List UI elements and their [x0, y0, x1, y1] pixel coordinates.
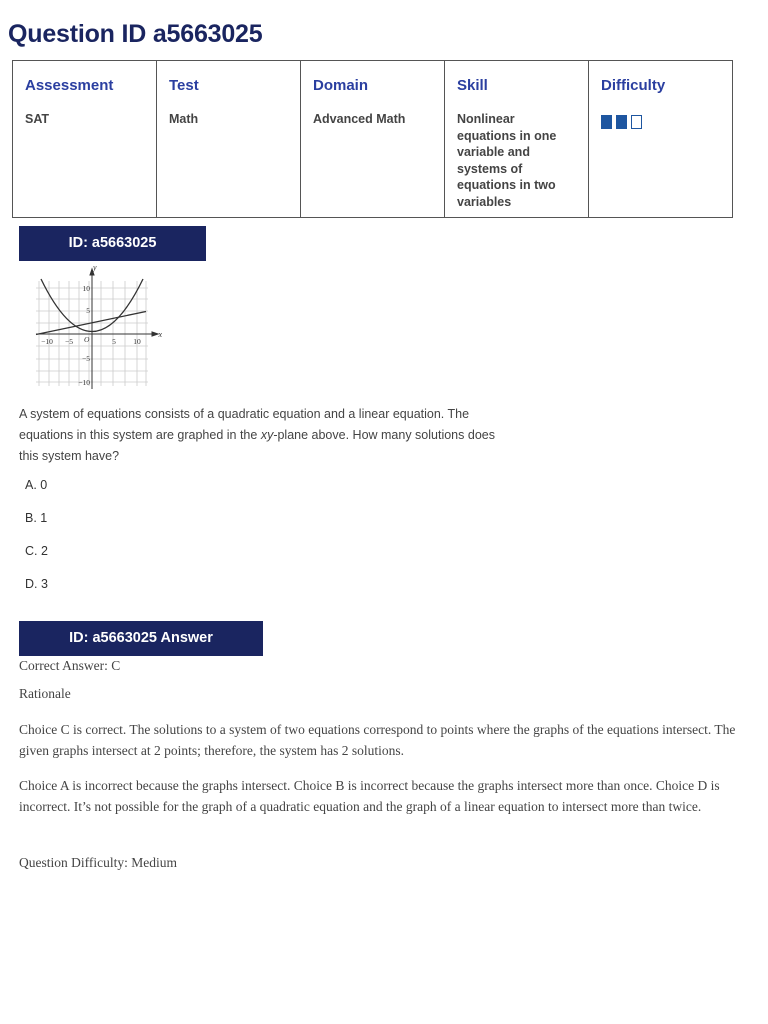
meta-header-difficulty: Difficulty: [601, 77, 666, 94]
meta-header-assessment: Assessment: [25, 77, 114, 94]
y-tick-label: −10: [78, 378, 90, 387]
x-tick-label: −10: [41, 337, 53, 346]
rationale-label: Rationale: [19, 686, 71, 701]
choice-c[interactable]: C. 2: [25, 544, 48, 558]
meta-header-domain: Domain: [313, 77, 369, 94]
meta-value-assessment: SAT: [25, 112, 50, 126]
meta-value-skill: Nonlinear equations in one variable and systems of equations in two variables: [457, 112, 557, 209]
choice-a[interactable]: A. 0: [25, 478, 48, 492]
answer-choices: [25, 475, 48, 607]
system-graph: [26, 262, 164, 392]
y-tick-label: 5: [86, 306, 90, 315]
meta-cell-difficulty: [589, 61, 733, 218]
x-tick-label: 10: [133, 337, 141, 346]
rationale-paragraph: Choice C is correct. The solutions to a system of two equations correspond to points where the graphs of the equations intersect. The given graphs intersect at 2 points; therefore, the system has 2 solutions.: [19, 722, 736, 758]
x-tick-label: −5: [65, 337, 73, 346]
meta-value-test: Math: [169, 112, 199, 126]
meta-header-skill: Skill: [457, 77, 488, 94]
difficulty-box-filled: [616, 115, 627, 129]
y-tick-label: 10: [82, 284, 90, 293]
axis-x-label: x: [158, 330, 162, 339]
question-text-part: A system of equations consists of a quadratic equation and a linear equation. The equations in this system are graphed in the: [19, 407, 470, 442]
meta-value-domain: Advanced Math: [313, 112, 406, 126]
y-tick-label: −5: [82, 354, 90, 363]
choice-d[interactable]: D. 3: [25, 577, 48, 591]
question-meta-table: [12, 60, 733, 218]
question-text-part: -plane above. How many solutions does this system have?: [19, 428, 495, 463]
difficulty-indicator: [601, 115, 720, 129]
question-id-banner: ID: a5663025: [19, 226, 206, 261]
rationale-paragraph: Choice A is incorrect because the graphs intersect. Choice B is incorrect because the graphs intersect more than once. Choice D is incorrect. It’s not possible for the graph of a quadratic equation and the graph of a linear equation to intersect more than twice.: [19, 778, 720, 814]
meta-cell-assessment: [13, 61, 157, 218]
meta-cell-domain: [301, 61, 445, 218]
origin-label: O: [84, 335, 90, 344]
question-difficulty: Question Difficulty: Medium: [19, 855, 177, 870]
page-title: Question ID a5663025: [8, 20, 263, 48]
difficulty-box-empty: [631, 115, 642, 129]
difficulty-box-filled: [601, 115, 612, 129]
axis-y-label: y: [93, 263, 97, 272]
correct-answer: Correct Answer: C: [19, 658, 121, 673]
answer-id-banner: ID: a5663025 Answer: [19, 621, 263, 656]
meta-cell-test: [157, 61, 301, 218]
x-tick-label: 5: [112, 337, 116, 346]
choice-b[interactable]: B. 1: [25, 511, 48, 525]
meta-header-test: Test: [169, 77, 199, 94]
question-italic-xy: xy: [260, 428, 274, 442]
meta-cell-skill: [445, 61, 589, 218]
question-text: [19, 404, 509, 467]
